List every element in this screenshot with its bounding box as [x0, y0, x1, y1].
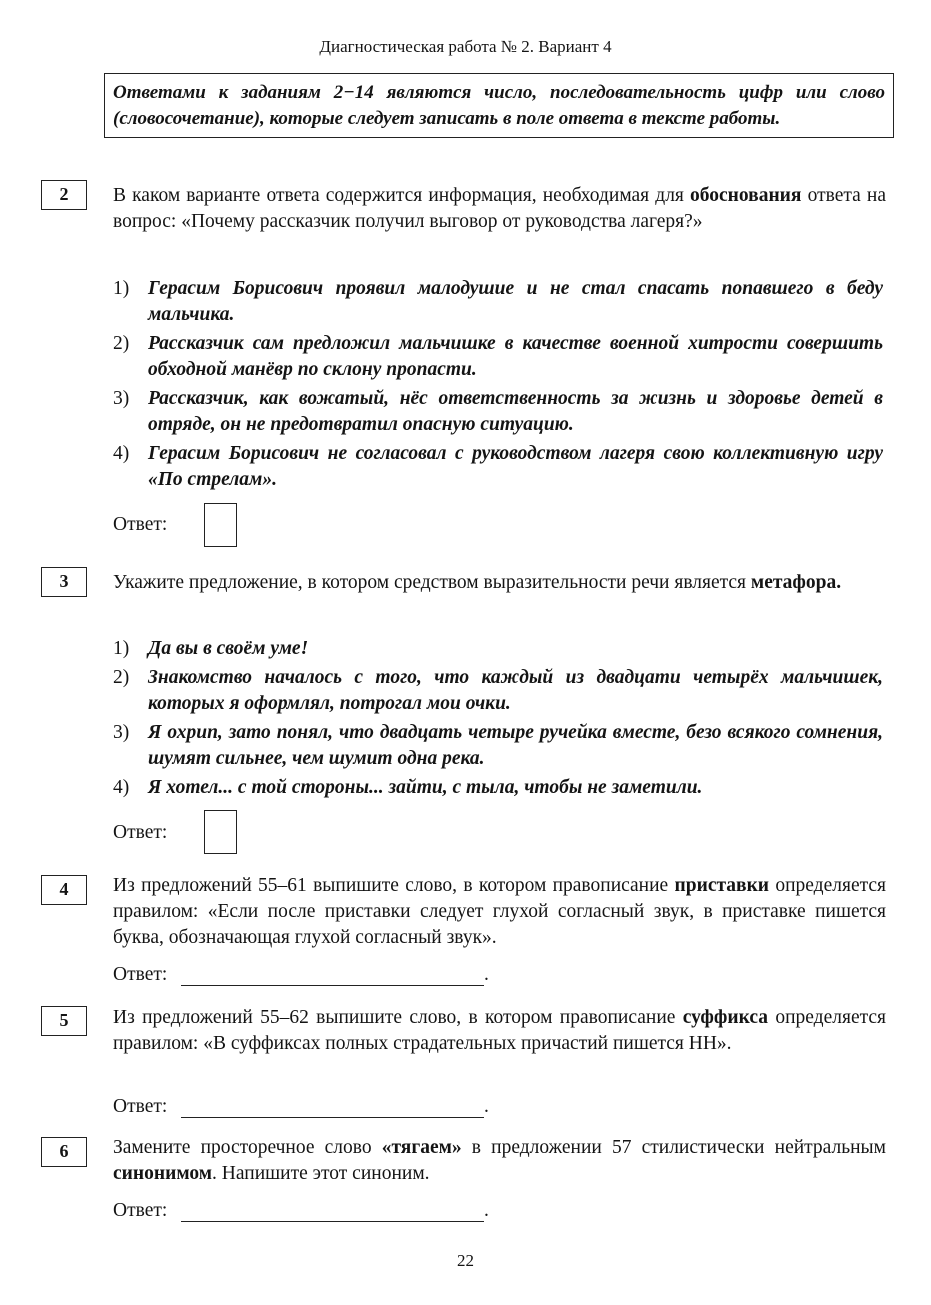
question-5-answer-period: .	[484, 1096, 489, 1117]
question-number-4: 4	[41, 875, 87, 905]
question-3-text: Укажите предложение, в котором средством выразительности речи является метафора.	[113, 572, 842, 593]
question-2-option[interactable]: 4) Герасим Борисович не согласовал с руководством лагеря свою коллективную игру «По стрелам».	[113, 443, 883, 490]
question-2-text: В каком варианте ответа содержится информация, необходимая для обоснования ответа на вопрос: «Почему рассказчик получил выговор от руководства лагеря?»	[113, 185, 886, 232]
page-number: 22	[457, 1251, 474, 1270]
question-3-options	[113, 636, 883, 804]
question-3-option[interactable]: 1) Да вы в своём уме!	[113, 638, 309, 659]
instruction-box: Ответами к заданиям 2−14 являются число, последовательность цифр или слово (словосочетание), которые следует записать в поле ответа в тексте работы.	[104, 73, 894, 138]
question-6-answer-label: Ответ:	[113, 1200, 168, 1221]
question-5-text: Из предложений 55–62 выпишите слово, в котором правописание суффикса определяется правилом: «В суффиксах полных страдательных причастий пишется НН».	[113, 1007, 886, 1054]
question-2-answer-box[interactable]	[204, 503, 237, 547]
question-number-3: 3	[41, 567, 87, 597]
question-6-text: Замените просторечное слово «тягаем» в предложении 57 стилистически нейтральным синонимом. Напишите этот синоним.	[113, 1137, 886, 1184]
question-2-option[interactable]: 3) Рассказчик, как вожатый, нёс ответственность за жизнь и здоровье детей в отряде, он не предотвратил опасную ситуацию.	[113, 388, 883, 435]
question-5-answer-label: Ответ:	[113, 1096, 168, 1117]
question-4-answer-period: .	[484, 964, 489, 985]
question-number-6: 6	[41, 1137, 87, 1167]
question-2-option[interactable]: 1) Герасим Борисович проявил малодушие и не стал спасать попавшего в беду мальчика.	[113, 278, 883, 325]
question-3-answer-box[interactable]	[204, 810, 237, 854]
page-header: Диагностическая работа № 2. Вариант 4	[319, 37, 612, 56]
question-4-text: Из предложений 55–61 выпишите слово, в котором правописание приставки определяется правилом: «Если после приставки следует глухой согласный звук, в приставке пишется буква, обозначающая глухой согласный звук».	[113, 875, 886, 948]
question-3-answer-label: Ответ:	[113, 822, 168, 843]
question-number-5: 5	[41, 1006, 87, 1036]
question-6-answer-period: .	[484, 1200, 489, 1221]
question-2-options	[113, 276, 883, 496]
question-5-answer-line[interactable]	[181, 1095, 484, 1118]
question-4-answer-label: Ответ:	[113, 964, 168, 985]
question-6-answer-line[interactable]	[181, 1199, 484, 1222]
question-3-option[interactable]: 2) Знакомство началось с того, что каждый из двадцати четырёх мальчишек, которых я оформлял, потрогал мои очки.	[113, 667, 883, 714]
question-2-answer-label: Ответ:	[113, 514, 168, 535]
question-2-option[interactable]: 2) Рассказчик сам предложил мальчишке в качестве военной хитрости совершить обходной манёвр по склону пропасти.	[113, 333, 883, 380]
question-number-2: 2	[41, 180, 87, 210]
question-4-answer-line[interactable]	[181, 963, 484, 986]
question-3-option[interactable]: 4) Я хотел... с той стороны... зайти, с тыла, чтобы не заметили.	[113, 777, 703, 798]
question-3-option[interactable]: 3) Я охрип, зато понял, что двадцать четыре ручейка вместе, безо всякого сомнения, шумят сильнее, чем шумит одна река.	[113, 722, 883, 769]
